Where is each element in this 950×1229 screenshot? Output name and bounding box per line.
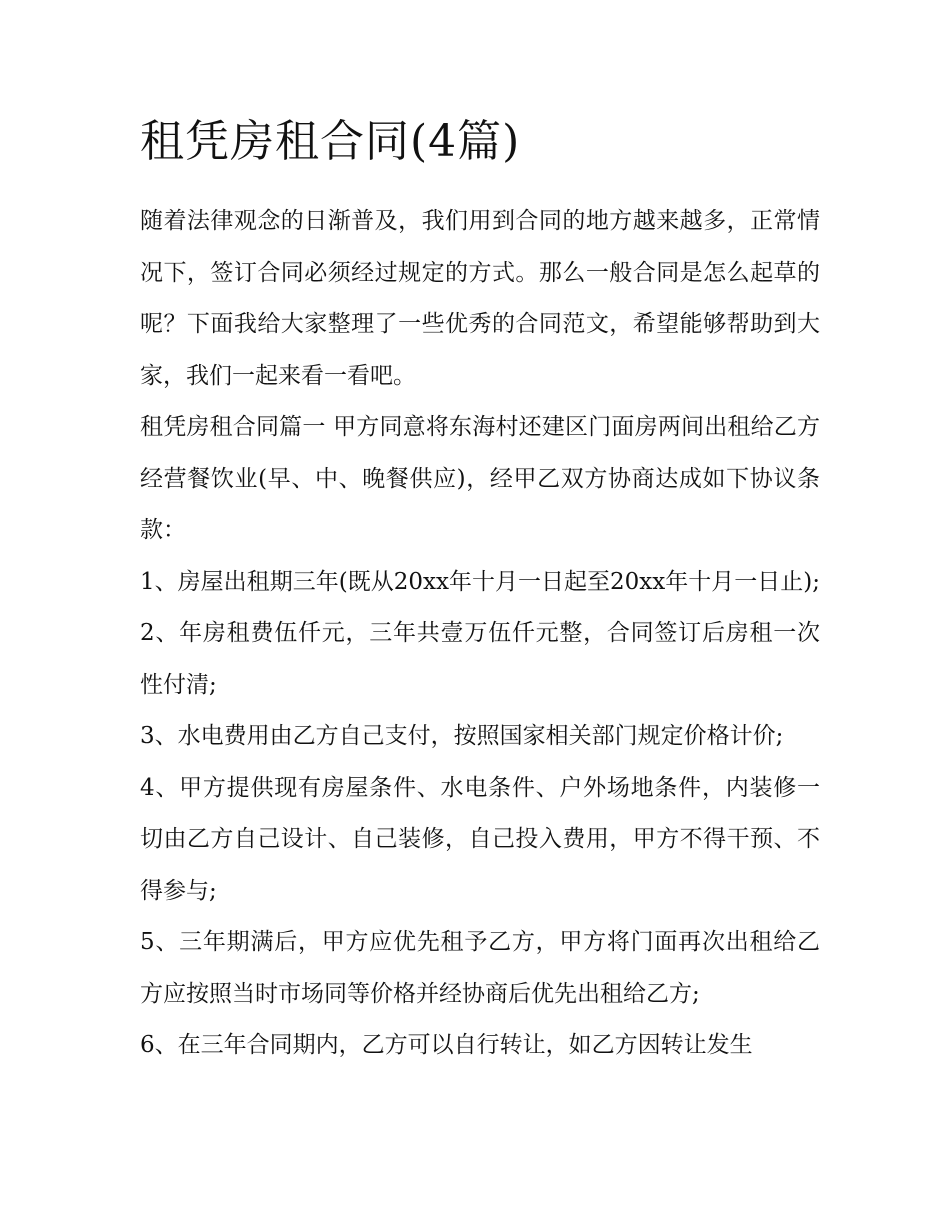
clause-3-paragraph: 3、水电费用由乙方自己支付，按照国家相关部门规定价格计价; [140,723,784,749]
contract-opening-paragraph: 租凭房租合同篇一 甲方同意将东海村还建区门面房两间出租给乙方经营餐饮业(早、中、晚餐供应)，经甲乙双方协商达成如下协议条款： [140,414,820,543]
document-body [140,196,820,1072]
clause-1-2-paragraph: 1、房屋出租期三年(既从20xx年十月一日起至20xx年十月一日止); 2、年房租费伍仟元，三年共壹万伍仟元整，合同签订后房租一次性付清; [140,568,820,698]
clause-5-paragraph: 5、三年期满后，甲方应优先租予乙方，甲方将门面再次出租给乙方应按照当时市场同等价格并经协商后优先出租给乙方; [140,929,820,1007]
clause-6-paragraph: 6、在三年合同期内，乙方可以自行转让，如乙方因转让发生 [140,1032,753,1058]
clause-4-paragraph: 4、甲方提供现有房屋条件、水电条件、户外场地条件，内装修一切由乙方自己设计、自己装修，自己投入费用，甲方不得干预、不得参与; [140,774,820,904]
document-title: 租凭房租合同(4篇) [140,116,521,167]
intro-paragraph: 随着法律观念的日渐普及，我们用到合同的地方越来越多，正常情况下，签订合同必须经过规定的方式。那么一般合同是怎么起草的呢？下面我给大家整理了一些优秀的合同范文，希望能够帮助到大家，我们一起来看一看吧。 [140,208,820,389]
